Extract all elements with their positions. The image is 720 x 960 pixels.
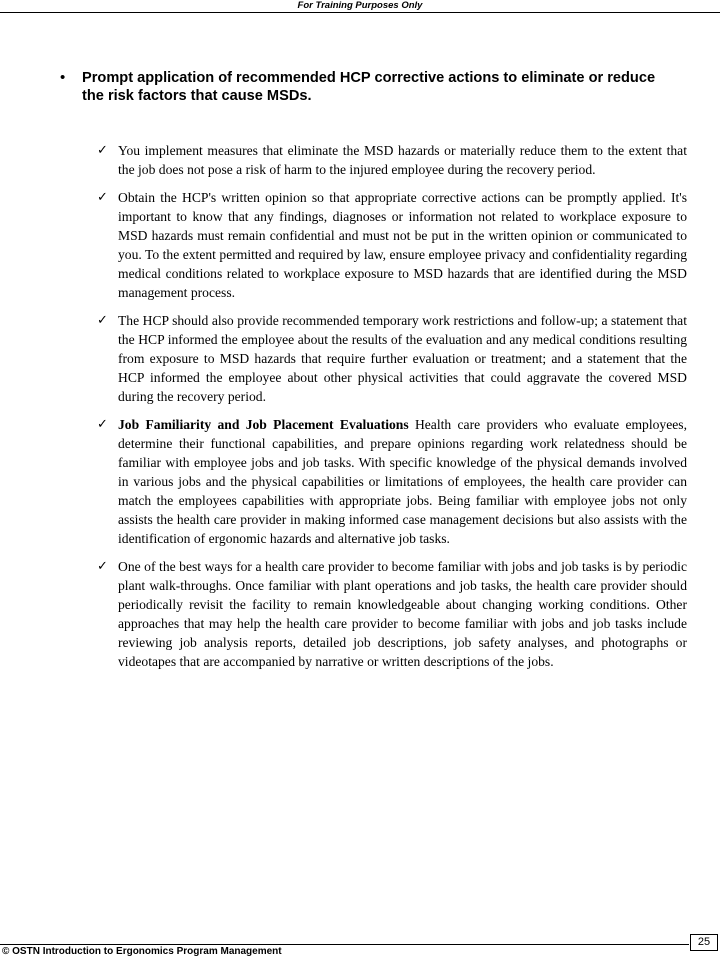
bullet-heading: Prompt application of recommended HCP corrective actions to eliminate or reduce the risk factors that cause MSDs. — [82, 70, 656, 104]
checklist-item — [97, 141, 687, 179]
checkmark-icon: ✓ — [97, 559, 108, 574]
page-footer: © OSTN Introduction to Ergonomics Program Management — [2, 946, 282, 957]
page-header: For Training Purposes Only — [0, 0, 720, 13]
checklist-item-lead: Job Familiarity and Job Placement Evaluations — [118, 417, 409, 432]
checklist-item — [97, 188, 687, 302]
checklist-item — [97, 557, 687, 671]
checklist-item-text: Obtain the HCP's written opinion so that appropriate corrective actions can be promptly applied. It's important to know that any findings, diagnoses or information not related to workplace exposure to MSD hazards must remain confidential and must not be put in the written opinion or communicated to you. To the extent permitted and required by law, ensure employee privacy and confidentiality regarding medical conditions related to workplace exposure to MSD hazards that are identified during the MSD management process. — [118, 190, 687, 300]
checkmark-icon: ✓ — [97, 190, 108, 205]
checklist-item-text: The HCP should also provide recommended temporary work restrictions and follow-up; a statement that the HCP informed the employee about the results of the evaluation and any medical conditions resulting from exposure to MSD hazards that require further evaluation or treatment; and a statement that the HCP informed the employee about other physical activities that could aggravate the covered MSD during the recovery period. — [118, 313, 687, 404]
bullet-icon: • — [60, 69, 66, 86]
checklist-item-text: You implement measures that eliminate the MSD hazards or materially reduce them to the extent that the job does not pose a risk of harm to the injured employee during the recovery period. — [118, 143, 687, 177]
checklist-item-body: Health care providers who evaluate employees, determine their functional capabilities, and prepare opinions regarding work relatedness should be familiar with employee jobs and job tasks. With specific knowledge of the physical demands involved in various jobs and the physical capabilities or limitations of employees, the health care provider can match the employees capabilities with appropriate jobs. Being familiar with employee jobs not only assists the health care provider in making informed case management decisions but also assists with the identification of ergonomic hazards and alternative job tasks. — [118, 417, 687, 546]
checklist-item — [97, 415, 687, 548]
checkmark-icon: ✓ — [97, 143, 108, 158]
footer-divider — [0, 944, 689, 945]
checklist — [97, 141, 687, 680]
checkmark-icon: ✓ — [97, 313, 108, 328]
checklist-item — [97, 311, 687, 406]
checkmark-icon: ✓ — [97, 417, 108, 432]
page-number: 25 — [690, 934, 718, 951]
checklist-item-text — [118, 415, 687, 548]
checklist-item-text: One of the best ways for a health care provider to become familiar with jobs and job tasks is by periodic plant walk-throughs. Once familiar with plant operations and job tasks, the health care provider should periodically revisit the facility to remain knowledgeable about changing working conditions. Other approaches that may help the health care provider to become familiar with jobs and job tasks include reviewing job analysis reports, detailed job descriptions, job safety analyses, and photographs or videotapes that are accompanied by narrative or written descriptions of the jobs. — [118, 559, 687, 669]
